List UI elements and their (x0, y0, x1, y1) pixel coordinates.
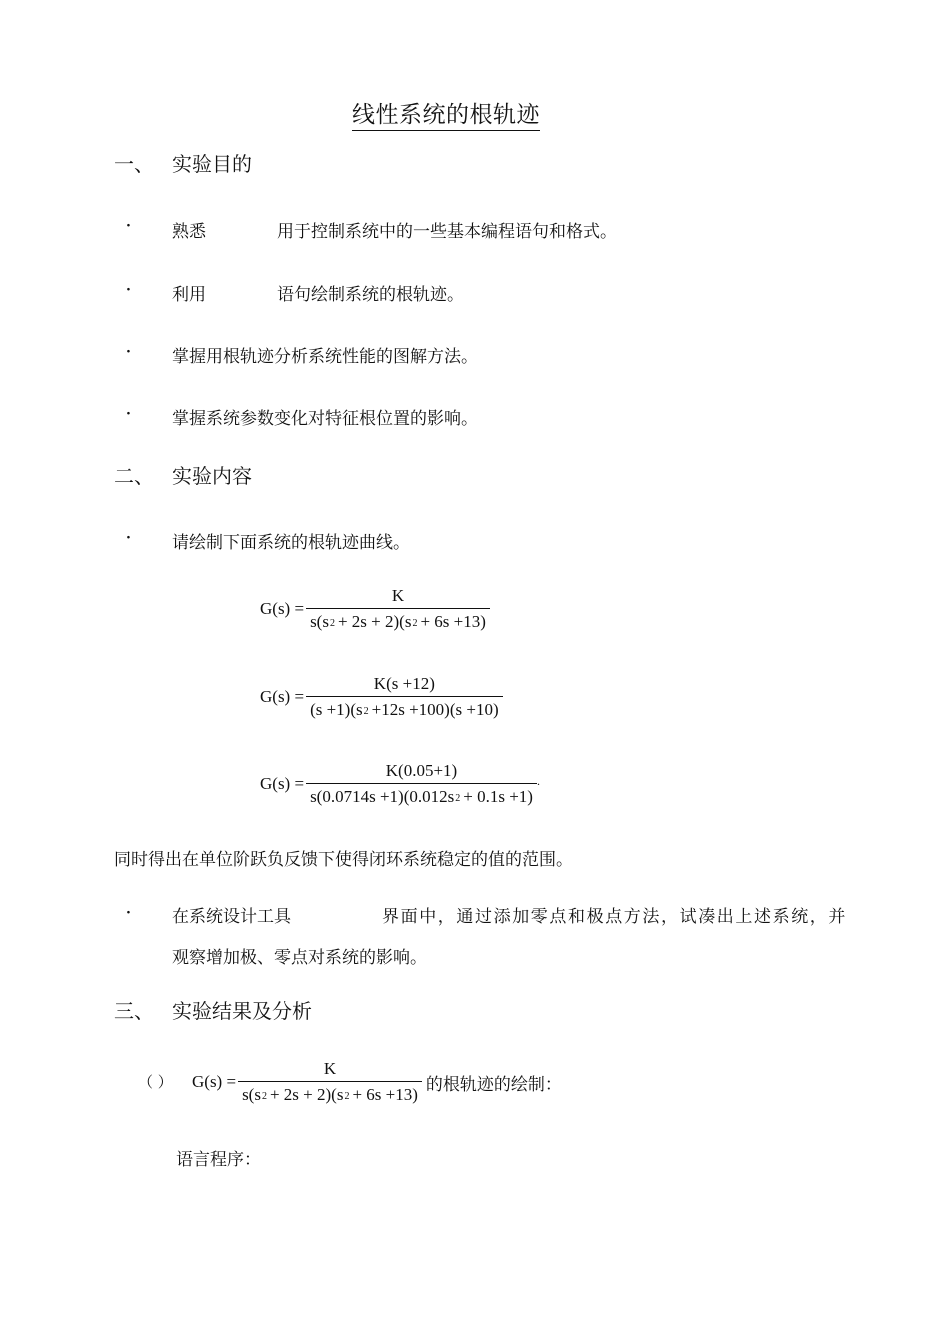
denominator: (s +1)(s2 +12s +100)(s +10) (306, 696, 503, 720)
equation-lhs: G(s) = (192, 1072, 237, 1091)
fraction (306, 586, 490, 632)
list-item-text: 熟悉 (172, 222, 206, 242)
denominator: s(s2 + 2s + 2)(s2 + 6s +13) (306, 608, 490, 632)
numerator: K (323, 1059, 337, 1078)
section3-number: 三、 (114, 999, 154, 1023)
list-item-text: 观察增加极、零点对系统的影响。 (172, 948, 427, 968)
section1-number: 一、 (114, 152, 154, 176)
denominator: s(0.0714s +1)(0.012s2 + 0.1s +1) (306, 783, 537, 807)
list-item-text: 利用 (172, 285, 206, 305)
equation-2 (260, 674, 503, 720)
fraction (306, 674, 503, 720)
list-item-text: 语句绘制系统的根轨迹。 (277, 285, 464, 305)
bullet: · (126, 344, 131, 360)
equation-lhs: G(s) = (260, 687, 305, 706)
numerator: K(0.05+1) (385, 761, 458, 780)
denominator: s(s2 + 2s + 2)(s2 + 6s +13) (238, 1081, 422, 1105)
bullet: · (126, 218, 131, 234)
bullet: · (126, 530, 131, 546)
list-item-text: 界面中，通过添加零点和极点方法，试凑出上述系统，并 (382, 907, 847, 927)
bullet: · (126, 282, 131, 298)
list-item-text: 请绘制下面系统的根轨迹曲线。 (172, 533, 410, 553)
section2-number: 二、 (114, 464, 154, 488)
fraction (306, 761, 537, 807)
fraction (238, 1059, 422, 1105)
program-label: 语言程序： (176, 1150, 261, 1170)
item-label: （ ） (138, 1073, 173, 1091)
bullet: · (126, 905, 131, 921)
list-item-text: 在系统设计工具 (172, 907, 291, 927)
equation-trailing-dot: . (536, 774, 540, 788)
list-item-text: 用于控制系统中的一些基本编程语句和格式。 (277, 222, 617, 242)
list-item-text: 掌握用根轨迹分析系统性能的图解方法。 (172, 347, 478, 367)
equation-3 (260, 761, 540, 807)
equation-suffix: 的根轨迹的绘制： (425, 1074, 562, 1095)
equation-1 (260, 586, 490, 632)
equation-lhs: G(s) = (260, 774, 305, 793)
section3-heading: 实验结果及分析 (172, 999, 312, 1023)
equation-lhs: G(s) = (260, 599, 305, 618)
section2-heading: 实验内容 (172, 464, 252, 488)
numerator: K(s +12) (373, 674, 435, 693)
paragraph: 同时得出在单位阶跃负反馈下使得闭环系统稳定的值的范围。 (114, 850, 573, 870)
numerator: K (391, 586, 405, 605)
list-item-text: 掌握系统参数变化对特征根位置的影响。 (172, 409, 478, 429)
bullet: · (126, 406, 131, 422)
page-title: 线性系统的根轨迹 (352, 96, 540, 131)
equation-4 (192, 1059, 562, 1105)
section1-heading: 实验目的 (172, 152, 252, 176)
